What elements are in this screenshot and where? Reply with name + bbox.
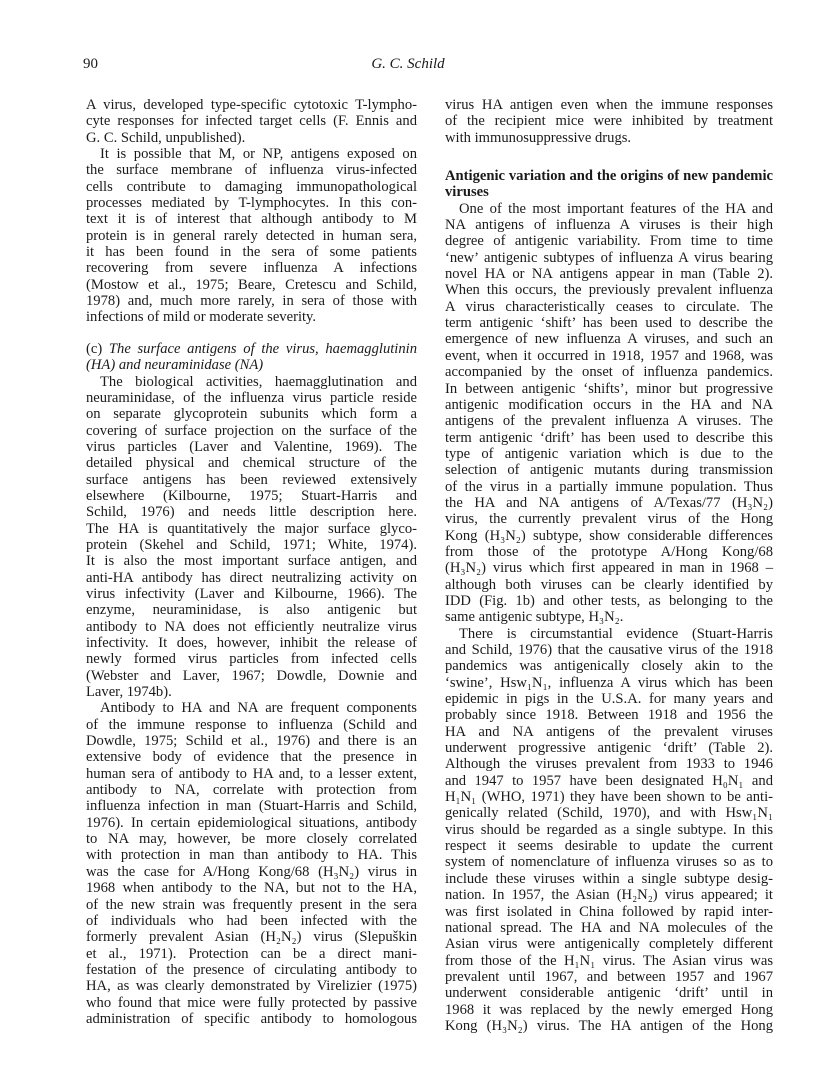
text-line xyxy=(86,831,417,847)
line-text: respect it seems desirable to update the current xyxy=(445,838,773,855)
line-text: with protection in man than antibody to HA. This xyxy=(86,847,417,864)
text-line xyxy=(86,97,417,113)
line-text: In between antigenic ‘shifts’, minor but progressive xyxy=(445,380,773,397)
paragraph xyxy=(445,97,773,146)
line-text: national spread. The HA and NA molecules of the xyxy=(445,919,773,936)
text-line xyxy=(86,260,417,276)
line-text: was first isolated in China followed by rapid inter- xyxy=(445,903,773,920)
line-text: underwent progressive antigenic ‘drift’ (Table 2). xyxy=(445,740,773,757)
text-line xyxy=(445,1018,773,1034)
line-text: The HA is quantitatively the major surface glyco- xyxy=(86,520,417,537)
line-text: Dowdle, 1975; Schild et al., 1976) and there is an xyxy=(86,733,417,750)
text-line xyxy=(86,277,417,293)
text-line xyxy=(86,228,417,244)
text-line xyxy=(445,168,773,184)
line-text: selection of antigenic mutants during transmission xyxy=(445,462,773,479)
line-text: with immunosuppressive drugs. xyxy=(445,129,632,146)
line-text: There is circumstantial evidence (Stuart-Harris xyxy=(459,625,773,642)
text-line xyxy=(86,651,417,667)
line-text: type of antigenic variation which is due to the xyxy=(445,445,773,462)
line-text: It is possible that M, or NP, antigens exposed on xyxy=(100,146,417,163)
line-text: cyte responses for infected target cells (F. Ennis and xyxy=(86,113,417,130)
line-text: probably since 1918. Between 1918 and 1956 the xyxy=(445,707,773,724)
text-line xyxy=(86,455,417,471)
line-text: When this occurs, the previously prevalent influenza xyxy=(445,282,773,299)
line-text: 1968 when antibody to the NA, but not to the HA, xyxy=(86,880,417,897)
text-line xyxy=(445,331,773,347)
text-line xyxy=(445,233,773,249)
text-line xyxy=(445,97,773,113)
section-label: (c) xyxy=(86,340,103,357)
line-text: festation of the presence of circulating antibody to xyxy=(86,961,417,978)
text-line xyxy=(445,936,773,952)
line-text: A virus characteristically ceases to circulate. The xyxy=(445,298,773,315)
text-line xyxy=(445,626,773,642)
line-text: infections of mild or moderate severity. xyxy=(86,309,317,326)
line-text: administration of specific antibody to homologous xyxy=(86,1010,417,1027)
text-line xyxy=(86,913,417,929)
text-line xyxy=(86,995,417,1011)
line-text: Schild, 1976) and needs little description here. xyxy=(86,504,417,521)
line-text: 1968 it was replaced by the newly emerged Hong xyxy=(445,1001,773,1018)
paragraph xyxy=(445,201,773,626)
line-text: degree of antigenic variability. From time to time xyxy=(445,233,773,250)
paragraph xyxy=(86,374,417,701)
line-text: of the new strain was frequently present in the sera xyxy=(86,896,417,913)
text-line xyxy=(445,887,773,903)
text-line xyxy=(86,766,417,782)
line-text: NA antigens of influenza A viruses is their high xyxy=(445,217,773,234)
text-line xyxy=(445,707,773,723)
line-text: ‘swine’, Hsw₁N₁, influenza A virus which has been xyxy=(445,674,773,691)
line-text: antigenic modification occurs in the HA and NA xyxy=(445,396,773,413)
text-line xyxy=(445,430,773,446)
page-number: 90 xyxy=(83,56,98,72)
line-text: enzyme, neuraminidase, is also antigenic but xyxy=(86,602,417,619)
text-line xyxy=(445,315,773,331)
line-text: pandemics was antigenically closely akin to the xyxy=(445,658,773,675)
line-text: viruses xyxy=(445,184,489,201)
text-line xyxy=(86,798,417,814)
line-text: from those of the prototype A/Hong Kong/68 xyxy=(445,543,773,560)
line-text: it has been found in the sera of some patients xyxy=(86,244,417,261)
line-text: event, when it occurred in 1918, 1957 and 1968, was xyxy=(445,347,773,364)
line-text: covering of surface projection on the surface of the xyxy=(86,422,417,439)
line-text: 1976). In certain epidemiological situations, antibody xyxy=(86,814,417,831)
running-head-author: G. C. Schild xyxy=(371,56,445,72)
text-line xyxy=(86,864,417,880)
text-line xyxy=(86,179,417,195)
text-line xyxy=(445,740,773,756)
text-line xyxy=(445,348,773,364)
line-text: nation. In 1957, the Asian (H₂N₂) virus appeared; it xyxy=(445,887,773,904)
text-line xyxy=(86,668,417,684)
line-text: recovering from severe influenza A infections xyxy=(86,260,417,277)
text-line xyxy=(86,717,417,733)
line-text: HA and NA antigens of the prevalent viruses xyxy=(445,723,773,740)
text-line xyxy=(445,822,773,838)
line-text: Asian virus were antigenically completely different xyxy=(445,936,773,953)
text-line xyxy=(86,357,417,373)
text-line xyxy=(445,495,773,511)
line-text: anti-HA antibody has direct neutralizing activity on xyxy=(86,569,417,586)
left-column xyxy=(86,97,417,1027)
text-line xyxy=(86,195,417,211)
text-line xyxy=(86,390,417,406)
line-text: antibody to NA does not efficiently neutralize virus xyxy=(86,618,417,635)
text-line xyxy=(86,619,417,635)
text-line xyxy=(445,130,773,146)
line-text: and 1947 to 1957 have been designated H₀N₁ and xyxy=(445,772,773,789)
line-text: the surface membrane of influenza virus-infected xyxy=(86,162,417,179)
text-line xyxy=(86,211,417,227)
line-text: term antigenic ‘drift’ has been used to describe this xyxy=(445,429,773,446)
line-text: and Schild, 1976) that the causative virus of the 1918 xyxy=(445,642,773,658)
line-text: include these viruses within a single subtype desig- xyxy=(445,870,773,887)
text-line xyxy=(86,537,417,553)
text-line xyxy=(86,423,417,439)
line-text: novel HA or NA antigens appear in man (Table 2). xyxy=(445,266,773,283)
line-text: (Mostow et al., 1975; Beare, Cretescu and Schild, xyxy=(86,276,417,293)
line-text: accompanied by the onset of influenza pandemics. xyxy=(445,364,773,381)
line-text: G. C. Schild, unpublished). xyxy=(86,129,246,146)
paragraph xyxy=(445,626,773,1035)
text-line xyxy=(445,446,773,462)
line-text: genically related (Schild, 1970), and with Hsw₁N₁ xyxy=(445,805,773,822)
line-text: detailed physical and chemical structure of the xyxy=(86,455,417,472)
line-text: system of nomenclature of influenza viruses so as to xyxy=(445,854,773,871)
spacer xyxy=(86,326,417,341)
text-line xyxy=(86,521,417,537)
text-line xyxy=(86,309,417,325)
text-line xyxy=(445,904,773,920)
line-text: same antigenic subtype, H₃N₂. xyxy=(445,609,624,626)
line-text: emergence of new influenza A viruses, and such an xyxy=(445,331,773,348)
text-line xyxy=(86,113,417,129)
line-text: A virus, developed type-specific cytotoxic T-lympho- xyxy=(86,97,417,113)
line-text: Kong (H₃N₂) subtype, show considerable differences xyxy=(445,527,773,544)
line-text: formerly prevalent Asian (H₂N₂) virus (Slepuškin xyxy=(86,929,417,946)
text-line xyxy=(86,439,417,455)
text-line xyxy=(86,553,417,569)
text-line xyxy=(445,299,773,315)
text-line xyxy=(86,406,417,422)
line-text: neuraminidase, of the influenza virus particle reside xyxy=(86,389,417,406)
line-text: surface antigens has been reviewed extensively xyxy=(86,471,417,488)
section-heading xyxy=(445,168,773,201)
line-text: Although the viruses prevalent from 1933 to 1946 xyxy=(445,756,773,773)
line-text: epidemic in pigs in the U.S.A. for many years and xyxy=(445,691,773,708)
text-line xyxy=(86,472,417,488)
text-line xyxy=(86,130,417,146)
line-text: to NA may, however, be more closely correlated xyxy=(86,831,417,848)
line-text: The surface antigens of the virus, haemagglutinin xyxy=(108,340,417,357)
line-text: although both viruses can be clearly identified by xyxy=(445,576,773,593)
line-text: from those of the H₁N₁ virus. The Asian virus was xyxy=(445,952,773,969)
line-text: HA, as was clearly demonstrated by Virelizier (1975) xyxy=(86,978,417,995)
text-line xyxy=(86,341,417,357)
line-text: Laver, 1974b). xyxy=(86,684,172,701)
text-line xyxy=(445,528,773,544)
line-text: processes mediated by T-lymphocytes. In this con- xyxy=(86,195,417,212)
text-line xyxy=(445,969,773,985)
line-text: text it is of interest that although antibody to M xyxy=(86,211,417,228)
text-line xyxy=(86,978,417,994)
text-line xyxy=(86,602,417,618)
text-line xyxy=(445,544,773,560)
text-line xyxy=(86,929,417,945)
line-text: et al., 1971). Protection can be a direct mani- xyxy=(86,945,417,962)
line-text: protein (Skehel and Schild, 1971; White, 1974). xyxy=(86,536,417,553)
paragraph xyxy=(86,97,417,146)
text-line xyxy=(445,593,773,609)
text-line xyxy=(86,880,417,896)
text-line xyxy=(445,920,773,936)
text-line xyxy=(86,374,417,390)
text-line xyxy=(445,479,773,495)
line-text: infectivity. It does, however, inhibit the release of xyxy=(86,635,417,651)
text-line xyxy=(86,749,417,765)
text-line xyxy=(86,815,417,831)
text-line xyxy=(86,293,417,309)
line-text: of the virus in a partially immune population. Thus xyxy=(445,478,773,495)
line-text: (Webster and Laver, 1967; Dowdle, Downie and xyxy=(86,667,417,684)
text-line xyxy=(445,691,773,707)
text-line xyxy=(445,609,773,625)
text-line xyxy=(445,724,773,740)
line-text: underwent considerable antigenic ‘drift’ until in xyxy=(445,985,773,1002)
line-text: of the immune response to influenza (Schild and xyxy=(86,716,417,733)
section-heading xyxy=(86,341,417,374)
line-text: on separate glycoprotein subunits which form a xyxy=(86,406,417,423)
line-text: One of the most important features of the HA and xyxy=(459,200,773,217)
line-text: influenza infection in man (Stuart-Harris and Schild, xyxy=(86,798,417,815)
line-text: term antigenic ‘shift’ has been used to describe the xyxy=(445,315,773,332)
text-line xyxy=(86,1011,417,1027)
text-line xyxy=(86,962,417,978)
text-line xyxy=(86,162,417,178)
paragraph xyxy=(86,700,417,1027)
text-line xyxy=(445,838,773,854)
text-line xyxy=(445,756,773,772)
text-line xyxy=(445,577,773,593)
paragraph xyxy=(86,146,417,326)
text-line xyxy=(445,805,773,821)
text-line xyxy=(445,282,773,298)
text-line xyxy=(86,847,417,863)
text-line xyxy=(86,488,417,504)
text-line xyxy=(445,364,773,380)
text-line xyxy=(86,146,417,162)
line-text: virus particles (Laver and Valentine, 1969). The xyxy=(86,438,417,455)
line-text: virus should be regarded as a single subtype. In this xyxy=(445,821,773,838)
line-text: (HA) and neuraminidase (NA) xyxy=(86,357,264,374)
line-text: who found that mice were fully protected by passive xyxy=(86,994,417,1011)
text-line xyxy=(86,244,417,260)
line-text: antibody to NA, correlate with protection from xyxy=(86,782,417,799)
line-text: (H₃N₂) virus which first appeared in man in 1968 – xyxy=(445,560,773,577)
text-line xyxy=(445,217,773,233)
text-line xyxy=(445,462,773,478)
spacer xyxy=(445,146,773,168)
text-line xyxy=(86,946,417,962)
text-line xyxy=(86,504,417,520)
text-line xyxy=(445,675,773,691)
line-text: Antigenic variation and the origins of new pandemic xyxy=(445,168,773,185)
line-text: newly formed virus particles from infected cells xyxy=(86,651,417,668)
text-line xyxy=(86,897,417,913)
text-line xyxy=(445,642,773,658)
text-line xyxy=(445,658,773,674)
text-line xyxy=(86,684,417,700)
text-line xyxy=(445,184,773,200)
text-line xyxy=(86,635,417,651)
text-line xyxy=(445,397,773,413)
line-text: H₁N₁ (WHO, 1971) they have been shown to be anti- xyxy=(445,789,773,806)
line-text: virus infectivity (Laver and Kilbourne, 1966). The xyxy=(86,585,417,602)
text-line xyxy=(86,733,417,749)
text-line xyxy=(445,871,773,887)
line-text: of the recipient mice were inhibited by treatment xyxy=(445,113,773,130)
text-line xyxy=(445,113,773,129)
text-line xyxy=(445,250,773,266)
line-text: prevalent until 1967, and between 1957 and 1967 xyxy=(445,968,773,985)
line-text: IDD (Fig. 1b) and other tests, as belonging to the xyxy=(445,592,773,609)
text-line xyxy=(86,782,417,798)
line-text: of individuals who had been infected with the xyxy=(86,912,417,929)
text-line xyxy=(445,201,773,217)
line-text: 1978) and, much more rarely, in sera of those with xyxy=(86,293,417,310)
line-text: protein is in general rarely detected in human sera, xyxy=(86,227,417,244)
line-text: human sera of antibody to HA and, to a lesser extent, xyxy=(86,765,417,782)
line-text: Kong (H₃N₂) virus. The HA antigen of the Hong xyxy=(445,1017,773,1034)
text-line xyxy=(445,854,773,870)
text-line xyxy=(445,1002,773,1018)
text-line xyxy=(445,511,773,527)
text-line xyxy=(445,789,773,805)
text-line xyxy=(445,560,773,576)
text-line xyxy=(445,266,773,282)
line-text: virus, the currently prevalent virus of the Hong xyxy=(445,511,773,528)
right-column xyxy=(445,97,773,1034)
text-line xyxy=(445,985,773,1001)
text-line xyxy=(445,413,773,429)
line-text: antigens of the prevalent influenza A viruses. The xyxy=(445,413,773,430)
text-line xyxy=(86,586,417,602)
line-text: was the case for A/Hong Kong/68 (H₃N₂) virus in xyxy=(86,863,417,880)
line-text: elsewhere (Kilbourne, 1975; Stuart-Harris and xyxy=(86,487,417,504)
line-text: cells contribute to damaging immunopathological xyxy=(86,178,417,195)
text-line xyxy=(86,570,417,586)
line-text: It is also the most important surface antigen, and xyxy=(86,553,417,570)
line-text: virus HA antigen even when the immune responses xyxy=(445,97,773,113)
line-text: The biological activities, haemagglutination and xyxy=(100,373,417,390)
text-line xyxy=(445,773,773,789)
text-line xyxy=(86,700,417,716)
line-text: Antibody to HA and NA are frequent components xyxy=(100,700,417,717)
line-text: the HA and NA antigens of A/Texas/77 (H₃N₂) xyxy=(445,494,773,511)
text-line xyxy=(445,953,773,969)
line-text: extensive body of evidence that the presence in xyxy=(86,749,417,766)
text-line xyxy=(445,381,773,397)
line-text: ‘new’ antigenic subtypes of influenza A virus bearing xyxy=(445,249,773,266)
